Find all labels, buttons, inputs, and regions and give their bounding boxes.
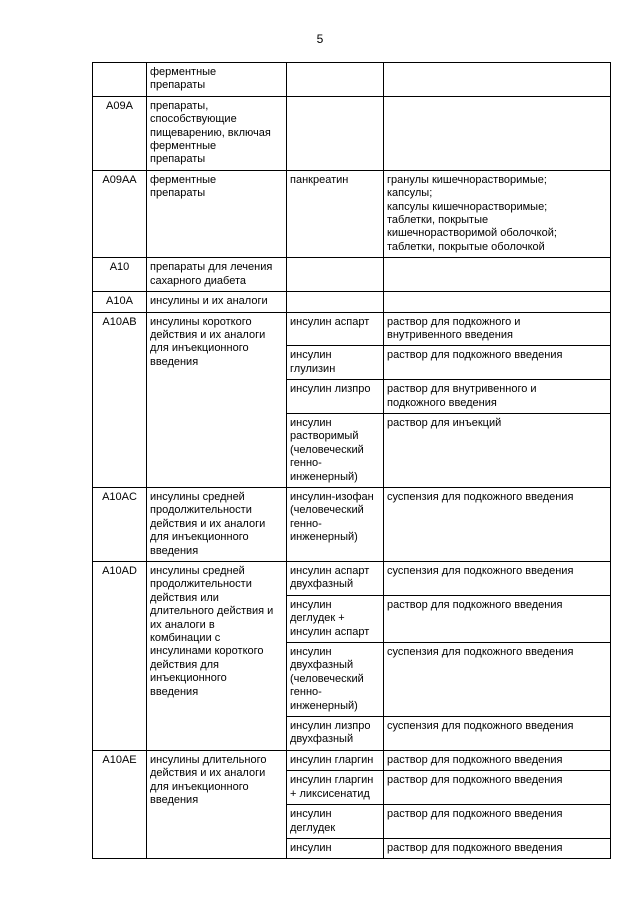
dosage-form-cell: раствор для внутривенного и подкожного введения: [384, 380, 611, 414]
drug-name-cell: [287, 258, 384, 292]
drug-name-cell: [287, 292, 384, 312]
table-row: [93, 562, 611, 596]
dosage-form-cell: раствор для инъекций: [384, 413, 611, 487]
drug-name-cell: инсулин гларгин + ликсисенатид: [287, 771, 384, 805]
drug-name-cell: инсулин аспарт двухфазный: [287, 562, 384, 596]
medication-table: [92, 62, 611, 859]
atc-code-cell: A10: [93, 258, 147, 292]
dosage-form-cell: суспензия для подкожного введения: [384, 717, 611, 751]
table-row: [93, 487, 611, 561]
anatomical-group-cell: ферментные препараты: [147, 63, 287, 97]
drug-name-cell: инсулин: [287, 838, 384, 858]
anatomical-group-cell: ферментные препараты: [147, 170, 287, 257]
anatomical-group-cell: инсулины и их аналоги: [147, 292, 287, 312]
anatomical-group-cell: препараты, способствующие пищеварению, включая ферментные препараты: [147, 96, 287, 170]
drug-name-cell: инсулин лизпро двухфазный: [287, 717, 384, 751]
dosage-form-cell: гранулы кишечнорастворимые; капсулы; капсулы кишечнорастворимые; таблетки, покрытые кишечнорастворимой оболочкой; таблетки, покрытые оболочкой: [384, 170, 611, 257]
anatomical-group-cell: инсулины средней продолжительности действия и их аналоги для инъекционного введения: [147, 487, 287, 561]
atc-code-cell: A09A: [93, 96, 147, 170]
dosage-form-cell: раствор для подкожного введения: [384, 771, 611, 805]
drug-name-cell: панкреатин: [287, 170, 384, 257]
drug-name-cell: [287, 96, 384, 170]
anatomical-group-cell: инсулины короткого действия и их аналоги для инъекционного введения: [147, 312, 287, 487]
dosage-form-cell: раствор для подкожного введения: [384, 838, 611, 858]
atc-code-cell: A10AD: [93, 562, 147, 751]
dosage-form-cell: [384, 96, 611, 170]
drug-name-cell: инсулин деглудек: [287, 805, 384, 839]
drug-name-cell: инсулин глулизин: [287, 346, 384, 380]
table-row: [93, 750, 611, 770]
atc-code-cell: A10AB: [93, 312, 147, 487]
drug-name-cell: инсулин лизпро: [287, 380, 384, 414]
drug-name-cell: инсулин деглудек + инсулин аспарт: [287, 595, 384, 642]
dosage-form-cell: суспензия для подкожного введения: [384, 643, 611, 717]
drug-name-cell: инсулин гларгин: [287, 750, 384, 770]
dosage-form-cell: раствор для подкожного введения: [384, 595, 611, 642]
drug-name-cell: [287, 63, 384, 97]
dosage-form-cell: раствор для подкожного и внутривенного введения: [384, 312, 611, 346]
anatomical-group-cell: инсулины длительного действия и их аналоги для инъекционного введения: [147, 750, 287, 858]
dosage-form-cell: [384, 258, 611, 292]
table-row: [93, 63, 611, 97]
dosage-form-cell: суспензия для подкожного введения: [384, 562, 611, 596]
drug-name-cell: инсулин аспарт: [287, 312, 384, 346]
anatomical-group-cell: инсулины средней продолжительности действия или длительного действия и их аналоги в комбинации с инсулинами короткого действия для инъекционного введения: [147, 562, 287, 751]
table-row: [93, 258, 611, 292]
drug-name-cell: инсулин-изофан (человеческий генно- инженерный): [287, 487, 384, 561]
page-number: 5: [316, 32, 324, 46]
table-row: [93, 312, 611, 346]
dosage-form-cell: [384, 63, 611, 97]
medication-table-body: [93, 63, 611, 859]
atc-code-cell: A10AC: [93, 487, 147, 561]
drug-name-cell: инсулин растворимый (человеческий генно- инженерный): [287, 413, 384, 487]
table-row: [93, 292, 611, 312]
dosage-form-cell: суспензия для подкожного введения: [384, 487, 611, 561]
dosage-form-cell: [384, 292, 611, 312]
table-row: [93, 96, 611, 170]
dosage-form-cell: раствор для подкожного введения: [384, 805, 611, 839]
dosage-form-cell: раствор для подкожного введения: [384, 750, 611, 770]
anatomical-group-cell: препараты для лечения сахарного диабета: [147, 258, 287, 292]
atc-code-cell: A09AA: [93, 170, 147, 257]
drug-name-cell: инсулин двухфазный (человеческий генно- инженерный): [287, 643, 384, 717]
dosage-form-cell: раствор для подкожного введения: [384, 346, 611, 380]
atc-code-cell: A10AE: [93, 750, 147, 858]
atc-code-cell: A10A: [93, 292, 147, 312]
atc-code-cell: [93, 63, 147, 97]
table-row: [93, 170, 611, 257]
